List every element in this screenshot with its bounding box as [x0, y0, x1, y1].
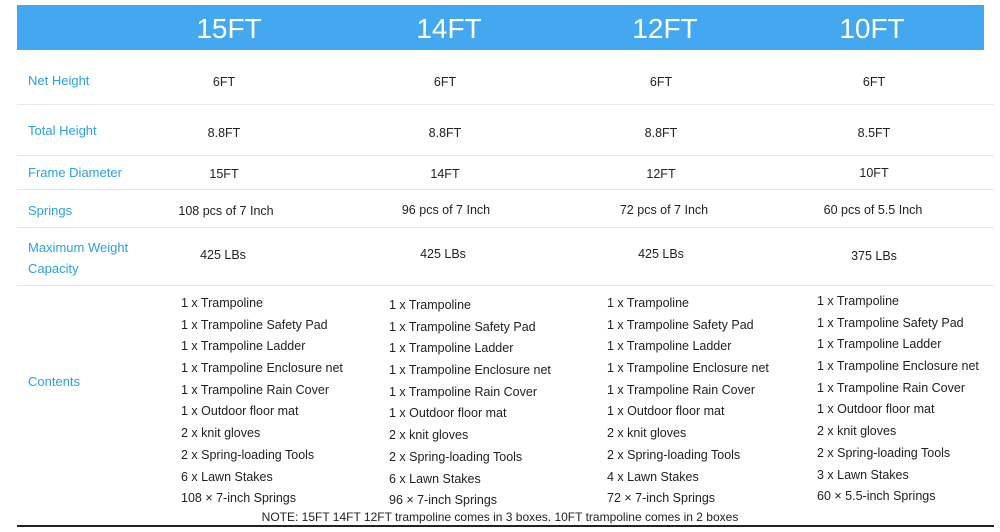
list-item: 6 x Lawn Stakes: [389, 471, 481, 486]
list-item: 1 x Trampoline Safety Pad: [817, 315, 964, 330]
cell-frame-diameter-14ft: 14FT: [430, 167, 460, 181]
row-divider: [17, 227, 994, 228]
contents-list-14ft: [389, 295, 551, 512]
list-item: 1 x Trampoline Safety Pad: [181, 317, 328, 332]
row-divider: [17, 104, 994, 105]
list-item: 1 x Trampoline Enclosure net: [607, 361, 769, 376]
label-maximum-weight-line2: Capacity: [28, 261, 79, 276]
cell-total-height-14ft: 8.8FT: [428, 126, 462, 140]
list-item: 1 x Trampoline Rain Cover: [607, 382, 755, 397]
header-12ft: 12FT: [632, 13, 698, 44]
list-item: 1 x Trampoline Enclosure net: [817, 359, 979, 374]
cell-net-height-10ft: 6FT: [862, 75, 886, 89]
label-maximum-weight: [28, 237, 128, 279]
cell-total-height-10ft: 8.5FT: [857, 126, 891, 140]
list-item: 1 x Trampoline Safety Pad: [607, 317, 754, 332]
list-item: 2 x knit gloves: [817, 424, 897, 439]
label-springs: Springs: [28, 203, 73, 218]
list-item: 1 x Outdoor floor mat: [607, 404, 725, 419]
list-item: 1 x Outdoor floor mat: [181, 404, 299, 419]
list-item: 1 x Trampoline Rain Cover: [817, 380, 965, 395]
list-item: 2 x knit gloves: [389, 428, 469, 443]
cell-net-height-12ft: 6FT: [649, 75, 673, 89]
list-item: 72 × 7-inch Springs: [607, 491, 716, 506]
row-divider: [17, 155, 994, 156]
list-item: 1 x Trampoline: [389, 298, 471, 312]
row-divider: [17, 285, 994, 286]
list-item: 96 × 7-inch Springs: [389, 493, 498, 508]
contents-list-15ft: [181, 293, 343, 510]
list-item: 1 x Trampoline: [817, 294, 899, 308]
header-15ft: 15FT: [196, 13, 262, 44]
cell-frame-diameter-15ft: 15FT: [209, 167, 239, 181]
label-contents: Contents: [28, 374, 81, 389]
list-item: 2 x Spring-loading Tools: [817, 445, 951, 460]
list-item: 1 x Trampoline Ladder: [607, 339, 732, 354]
cell-weight-12ft: 425 LBs: [638, 247, 684, 261]
list-item: 1 x Trampoline: [181, 296, 263, 310]
header-bar: [17, 5, 984, 50]
list-item: 6 x Lawn Stakes: [181, 469, 273, 484]
list-item: 1 x Outdoor floor mat: [389, 406, 507, 421]
cell-net-height-15ft: 6FT: [212, 75, 236, 89]
cell-total-height-12ft: 8.8FT: [644, 126, 678, 140]
boxes-note: NOTE: 15FT 14FT 12FT trampoline comes in 3 boxes. 10FT trampoline comes in 2 boxes: [261, 510, 739, 524]
row-divider: [17, 189, 994, 190]
cell-weight-15ft: 425 LBs: [200, 248, 246, 262]
list-item: 1 x Trampoline Ladder: [389, 341, 514, 356]
cell-weight-14ft: 425 LBs: [420, 247, 466, 261]
list-item: 4 x Lawn Stakes: [607, 469, 699, 484]
label-total-height: Total Height: [28, 123, 97, 138]
cell-springs-15ft: 108 pcs of 7 Inch: [178, 204, 274, 218]
header-14ft: 14FT: [416, 13, 482, 44]
label-frame-diameter: Frame Diameter: [28, 165, 122, 180]
cell-frame-diameter-12ft: 12FT: [646, 167, 676, 181]
list-item: 2 x Spring-loading Tools: [389, 449, 523, 464]
list-item: 1 x Trampoline Safety Pad: [389, 319, 536, 334]
header-10ft: 10FT: [839, 13, 905, 44]
list-item: 1 x Trampoline Rain Cover: [181, 382, 329, 397]
list-item: 1 x Trampoline Enclosure net: [389, 363, 551, 378]
contents-list-10ft: [817, 291, 979, 508]
cell-springs-10ft: 60 pcs of 5.5 Inch: [823, 203, 923, 217]
list-item: 1 x Trampoline Enclosure net: [181, 361, 343, 376]
list-item: 1 x Outdoor floor mat: [817, 402, 935, 417]
list-item: 1 x Trampoline Rain Cover: [389, 384, 537, 399]
label-maximum-weight-line1: Maximum Weight: [28, 240, 129, 255]
list-item: 3 x Lawn Stakes: [817, 467, 909, 482]
cell-weight-10ft: 375 LBs: [851, 249, 897, 263]
list-item: 108 × 7-inch Springs: [181, 491, 297, 506]
list-item: 1 x Trampoline Ladder: [817, 337, 942, 352]
label-net-height: Net Height: [28, 73, 90, 88]
cell-springs-14ft: 96 pcs of 7 Inch: [401, 203, 491, 217]
bottom-divider: [17, 525, 994, 527]
list-item: 2 x knit gloves: [181, 426, 261, 441]
list-item: 2 x Spring-loading Tools: [607, 447, 741, 462]
list-item: 1 x Trampoline Ladder: [181, 339, 306, 354]
cell-frame-diameter-10ft: 10FT: [859, 166, 889, 180]
list-item: 60 × 5.5-inch Springs: [817, 489, 936, 504]
list-item: 1 x Trampoline: [607, 296, 689, 310]
contents-list-12ft: [607, 293, 769, 510]
list-item: 2 x Spring-loading Tools: [181, 447, 315, 462]
cell-springs-12ft: 72 pcs of 7 Inch: [619, 203, 709, 217]
list-item: 2 x knit gloves: [607, 426, 687, 441]
cell-total-height-15ft: 8.8FT: [207, 126, 241, 140]
cell-net-height-14ft: 6FT: [433, 75, 457, 89]
